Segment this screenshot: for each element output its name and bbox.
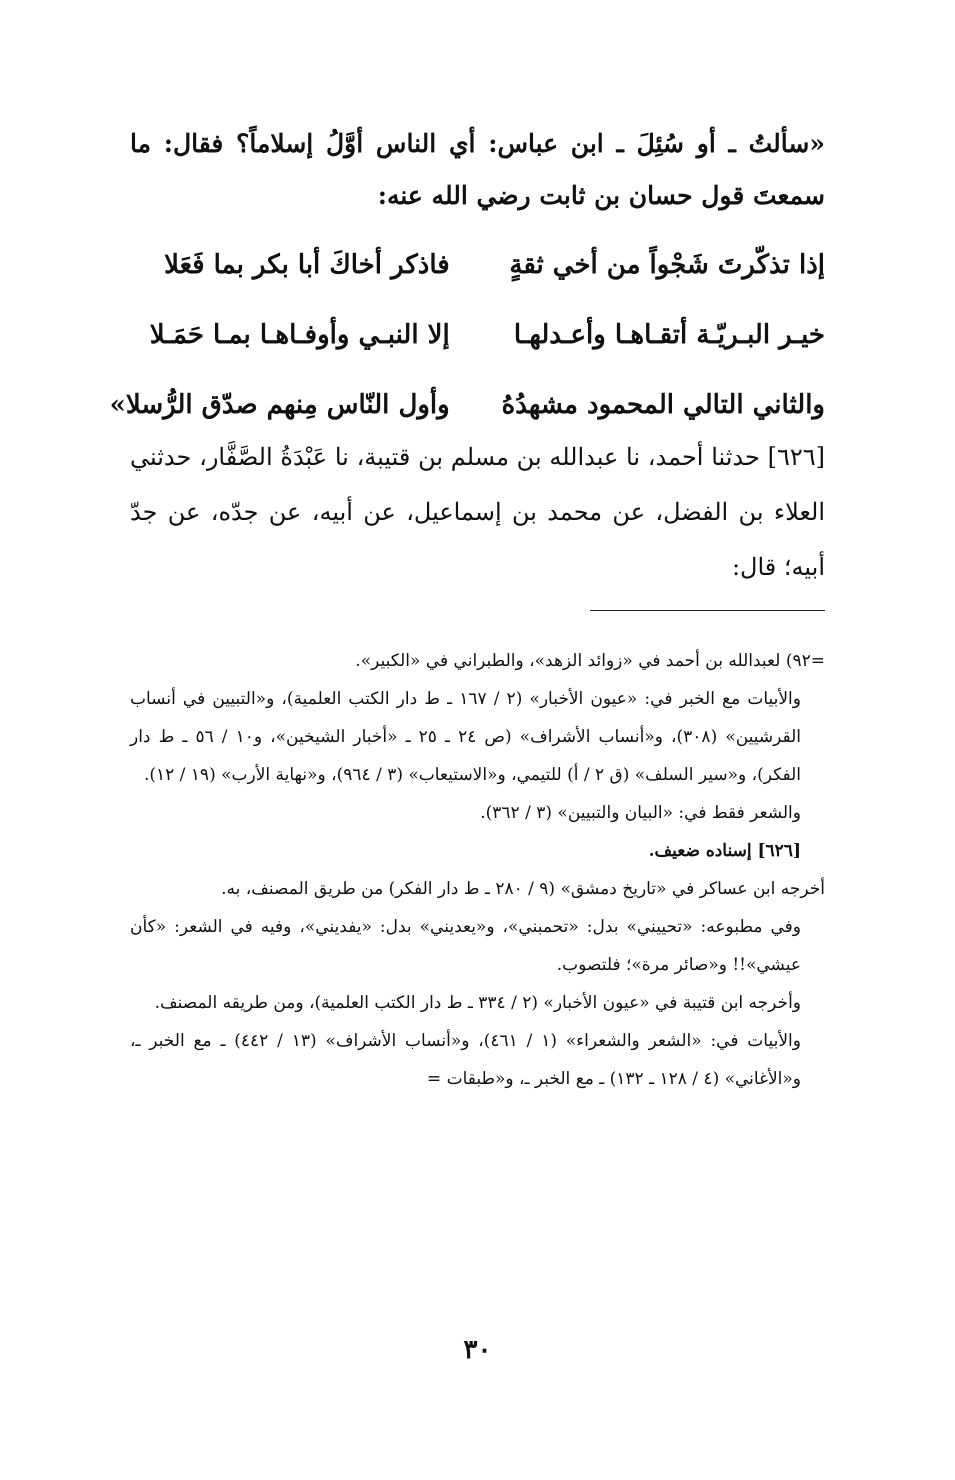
poem (109, 230, 825, 440)
verse-second-hemistich: إلا النبـي وأوفـاهـا بمـا حَمَـلا (149, 320, 450, 350)
footnote: والأبيات مع الخبر في: «عيون الأخبار» (٢ / ١٦٧ ـ ط دار الكتب العلمية)، و«التبيين في أنساب القرشيين» (٣٠٨)، و«أنساب الأشراف» (ص ٢٤ ـ ٢٥ ـ «أخبار الشيخين»، و١٠ / ٥٦ ـ ط دار الفكر)، و«سير السلف» (ق ٢ / أ) للتيمي، و«الاستيعاب» (٣ / ٩٦٤)، و«نهاية الأرب» (١٩ / ١٢). (130, 689, 802, 785)
footnote: والشعر فقط في: «البيان والتبيين» (٣ / ٣٦٢). (480, 803, 801, 823)
verse-second-hemistich: وأول النّاس مِنهم صدّق الرُّسلا» (109, 390, 450, 420)
footnote: والأبيات في: «الشعر والشعراء» (١ / ٤٦١)، و«أنساب الأشراف» (١٣ / ٤٤٢) ـ مع الخبر ـ، و«الأغاني» (٤ / ١٢٨ ـ ١٣٢) ـ مع الخبر ـ، و«طبقات = (130, 1031, 801, 1089)
verse-second-hemistich: فاذكر أخاكَ أبا بكر بما فَعَلا (164, 250, 450, 280)
intro-paragraph (130, 118, 825, 222)
verse-first-hemistich: والثاني التالي المحمود مشهدُهُ (501, 390, 825, 420)
footnote: أخرجه ابن عساكر في «تاريخ دمشق» (٩ / ٢٨٠ ـ ط دار الفكر) من طريق المصنف، به. (221, 879, 825, 899)
footnote-separator (590, 610, 825, 611)
verse-line (130, 300, 825, 370)
verse-first-hemistich: إذا تذكّرتَ شَجْواً من أخي ثقةٍ (509, 250, 825, 280)
hadith-paragraph (130, 430, 825, 595)
verse-line (130, 230, 825, 300)
footnote: =٩٢) لعبدالله بن أحمد في «زوائد الزهد»، والطبراني في «الكبير». (355, 651, 825, 671)
page-number: ٣٠ (463, 1335, 492, 1365)
intro-text: «سألتُ ـ أو سُئِلَ ـ ابن عباس: أي الناس أوَّلُ إسلاماً؟ فقال: ما سمعتَ قول حسان بن ثابت رضي الله عنه: (130, 129, 825, 210)
footnote-heading: [٦٢٦] إسناده ضعيف. (648, 841, 801, 861)
footnote: وأخرجه ابن قتيبة في «عيون الأخبار» (٢ / ٣٣٤ ـ ط دار الكتب العلمية)، ومن طريقه المصنف. (154, 993, 801, 1013)
footnotes (130, 642, 825, 1098)
hadith-text: [٦٢٦] حدثنا أحمد، نا عبدالله بن مسلم بن قتيبة، نا عَبْدَةُ الصَّفَّار، حدثني العلاء بن الفضل، عن محمد بن إسماعيل، عن أبيه، عن جدّه، عن جدّ أبيه؛ قال: (130, 443, 825, 581)
verse-first-hemistich: خيـر البـريّـة أتقـاهـا وأعـدلهـا (513, 320, 825, 350)
footnote: وفي مطبوعه: «تحييني» بدل: «تحمبني»، و«يعديني» بدل: «يفديني»، وفيه في الشعر: «كأن عيشي»!! و«صائر مرة»؛ فلتصوب. (130, 917, 801, 975)
